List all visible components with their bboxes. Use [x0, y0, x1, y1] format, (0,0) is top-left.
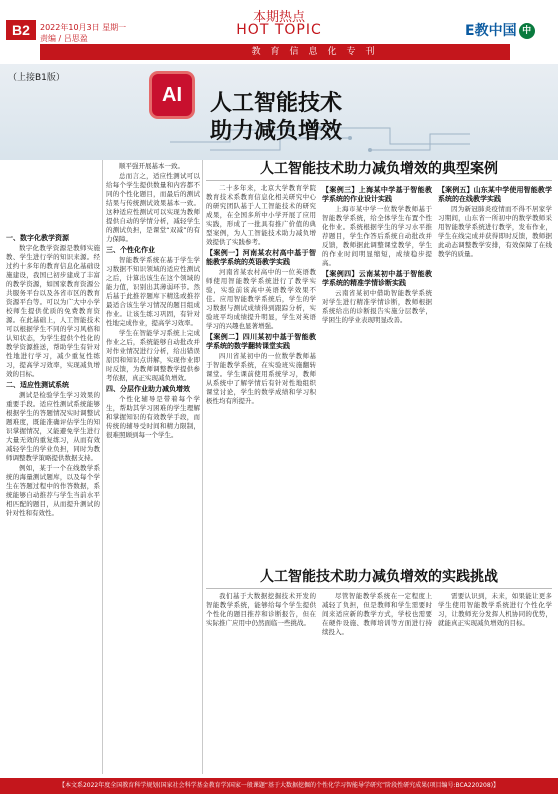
paragraph: 智能教学系统在基于学生学习数据不知识领域的适应性测试之后，计算出该生在这个领域的能力值，识别出其薄弱环节。然后基于此推荐题库下精选或推荐最适合该生学习情况的题目组成作业。让该生练习巩固，有针对性地完成作业，提高学习效率。 [106, 256, 200, 327]
section-rule [206, 180, 552, 181]
ai-chip-icon: AI [152, 74, 192, 116]
section-rule [206, 588, 552, 589]
logo-text: E教中国 [465, 23, 517, 39]
page-header [0, 0, 558, 64]
case-column-3 [438, 184, 552, 562]
subheading-tiered-homework: 四、分层作业助力减负增效 [106, 385, 190, 393]
paragraph: 我们基于大数据挖掘技术开发的智能教学系统，能够给每个学生提供个性化的题目推荐和诊断报告，但在实际推广应用中仍然面临一些挑战。 [206, 592, 316, 627]
section-title-en: HOT TOPIC [236, 22, 322, 38]
headline-line-1: 人工智能技术 [210, 91, 343, 116]
continued-tag: （上接B1版） [8, 73, 65, 83]
paragraph: 例如，某于一个在线教学系统的海量测试题库，以及每个学生在答题过程中的作答数据，系统能够自动推荐与学生当前水平相匹配的题目，从而提升测试的针对性和有效性。 [6, 464, 100, 517]
case-3-title: 【案例三】上海某中学基于智能教学系统的作业设计实践 [322, 186, 432, 203]
paragraph: 顺平强开展基本一致。 [119, 162, 184, 170]
subheading-resources: 一、数字化教学资源 [6, 234, 69, 242]
hero-banner [0, 64, 558, 160]
tagline-bar [40, 44, 510, 60]
issue-date: 2022年10月3日 星期一 [40, 23, 127, 32]
paragraph: 个性化辅导是带着每个学生，帮助其学习困难的学生理解和掌握知识的有效教学手段，而传统的辅导受时间和精力限制，很难照顾到每一个学生。 [106, 395, 200, 439]
headline-line-2: 助力减负增效 [210, 119, 343, 144]
case-1-title: 【案例一】河南某农村高中基于智能教学系统的英语教学实践 [206, 249, 316, 266]
column-divider [102, 160, 103, 774]
paragraph: 云南省某初中借助智能教学系统对学生进行精准学情诊断，教师根据系统给出的诊断报告实施分层教学，学困生的学业表现明显改善。 [322, 289, 432, 324]
paragraph: 四川省某初中的一位数学教师基于智能教学系统，在实验班实施翻转课堂。学生课前使用系统学习，教师从系统中了解学情后有针对性地组织课堂讨论，学生的数学成绩和学习积极性均有所提升。 [206, 352, 316, 405]
case-2-title: 【案例二】四川某初中基于智能教学系统的数学翻转课堂实践 [206, 333, 316, 350]
main-headline [210, 90, 430, 146]
subheading-personalized-homework: 三、个性化作业 [106, 246, 155, 254]
left-article-column [6, 232, 100, 774]
paragraph: 河南省某农村高中的一位英语教师使用智能教学系统进行了教学实验，实验前该高中英语教学效果不佳。应用智能教学系统后，学生的学习数据与测试成绩得到跟踪分析，实验班平均成绩提升明显，学生对英语学习的兴趣也显著增强。 [206, 268, 316, 330]
editor-credit: 责编 / 吕思盈 [40, 34, 88, 43]
paragraph: 因为新冠肺炎疫情而不得不居家学习期间，山东省一所初中的数学教师采用智能教学系统进行教学，发布作业，学生在线完成并获得即时反馈，教师据此动态调整教学安排，有效保障了在线教学的质量。 [438, 205, 552, 258]
paragraph: 尽管智能教学系统在一定程度上减轻了负担，但是教师和学生需要时间来适应新的教学方式，学校也需要在硬件设施、教师培训等方面进行持续投入。 [322, 592, 432, 636]
funding-footnote: 【本文系2022年度全国教育科学规划(国家社会科学基金教育学)国家一般课题“基于大数据挖掘的个性化学习智能导学研究”阶段性研究成果(项目编号:BCA220208)】 [0, 778, 558, 794]
case-column-1 [206, 184, 316, 562]
challenge-column-1 [206, 592, 316, 774]
china-logo-icon: 中 [519, 23, 535, 39]
paragraph: 数字化教学资源是教师实施教、学生进行学的知识来源。经过约十多年的教育信息化基础设施建设，我国已初步建成了丰富的教学资源，如国家教育资源公共服务平台以及各省市区的教育资源平台等。可以为广大中小学校师生提供优质的免费教育资源。在此基础上，人工智能技术可以根据学生不同的学习风格和认知状态，为学生提供个性化的教学资源推送，帮助学生有针对性地进行学习，减少重复性练习，提高学习效率，实现减负增效的目标。 [6, 244, 100, 378]
case-column-2 [322, 184, 432, 562]
paragraph: 上海市某中学一位数学教师基于智能教学系统，给全体学生布置个性化作业。系统根据学生的学习水平推荐题目，学生作答后系统自动批改并反馈，教师据此调整课堂教学，学生的作业时间明显缩短，成绩稳步提高。 [322, 205, 432, 267]
case-section-heading: 人工智能技术助力减负增效的典型案例 [260, 161, 498, 177]
challenge-column-3 [438, 592, 552, 774]
case-5-title: 【案例五】山东某中学使用智能教学系统的在线教学实践 [438, 186, 552, 203]
paragraph: 二十多年来，北京大学教育学院教育技术系教育信息化相关研究中心的研究团队基于人工智能技术的研究成果，在全国多所中小学开展了应用实践，形成了一批具有推广价值的典型案例，为人工智能技术助力减负增效提供了实践参考。 [206, 184, 316, 246]
paragraph: 学生在智能学习系统上完成作业之后，系统能够自动批改并对作业情况进行分析，给出错误原因和知识点讲解，实现作业即时反馈，为教师调整教学提供参考依据，真正实现减负增效。 [106, 329, 200, 382]
challenge-section-heading: 人工智能技术助力减负增效的实践挑战 [260, 569, 498, 585]
challenge-column-2 [322, 592, 432, 774]
paragraph: 总而言之，适应性测试可以给每个学生提供数量和内容都不同的个性化题目，而最后的测试结果与传统测试效果基本一致。这种适应性测试可以实现为教师提供自动的学情分析，减轻学生的测试负担，是课堂“双减”的有力保障。 [106, 172, 200, 243]
column-divider [202, 160, 203, 774]
publication-logo [465, 20, 535, 40]
tagline: 教育信息化专刊 [251, 47, 385, 57]
case-4-title: 【案例四】云南某初中基于智能教学系统的精准学情诊断实践 [322, 270, 432, 287]
paragraph: 需要认识到，未来，如果能让更多学生使用智能教学系统进行个性化学习，让教师充分发挥人机协同的优势，就能真正实现减负增效的目标。 [438, 592, 552, 627]
page-number: B2 [6, 20, 36, 40]
middle-article-column [106, 162, 200, 774]
section-title-cn: 本期热点 [252, 10, 305, 25]
paragraph: 测试是检验学生学习效果的重要手段。适应性测试系统能够根据学生的答题情况实时调整试题难度，既能准确评估学生的知识掌握情况，又能避免学生进行大量无效的重复练习，从而有效减轻学生的学业负担，同时为教师调整教学策略提供数据支持。 [6, 391, 100, 462]
subheading-adaptive-test: 二、适应性测试系统 [6, 381, 69, 389]
